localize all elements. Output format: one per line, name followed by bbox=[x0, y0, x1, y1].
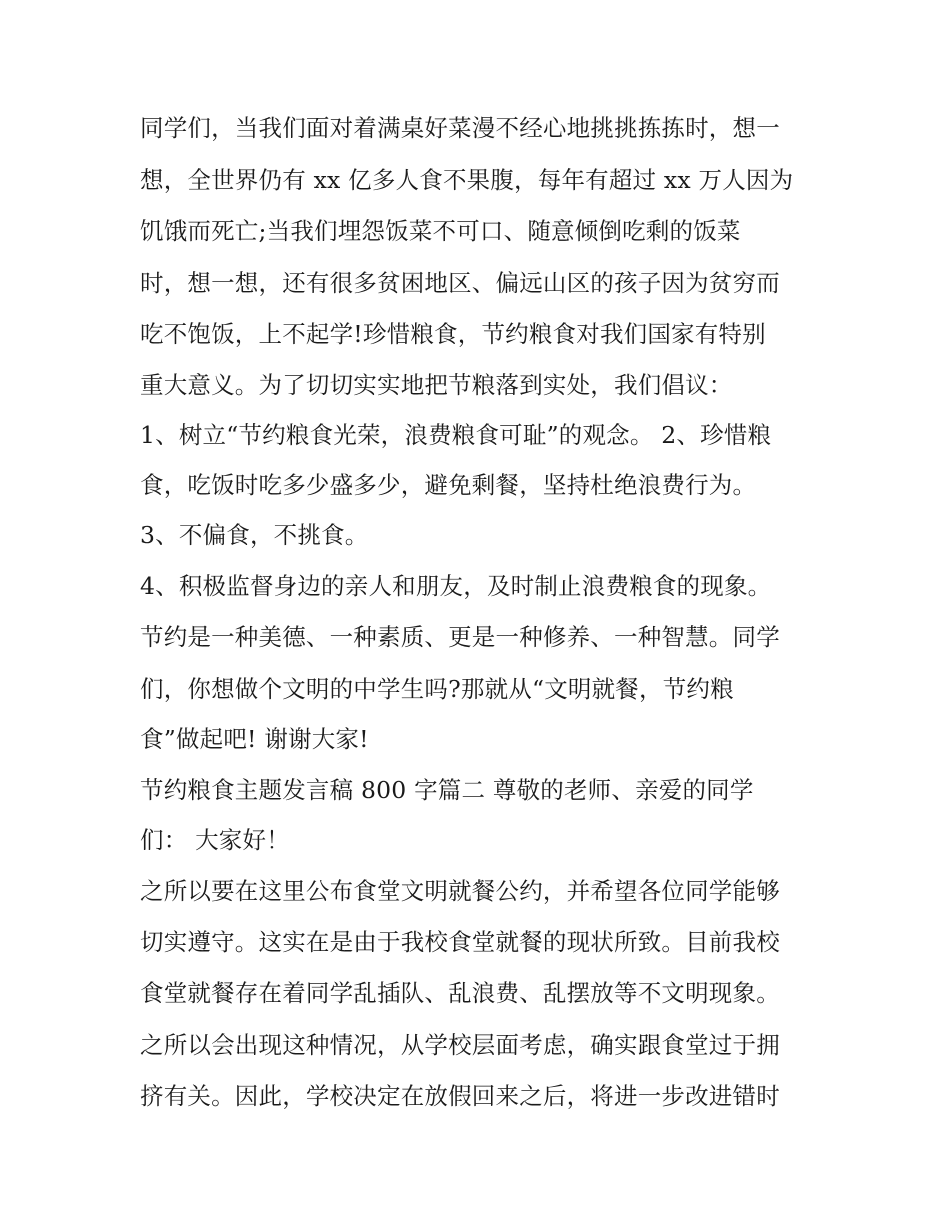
text-line: 1、树立“节约粮食光荣，浪费粮食可耻”的观念。 2、珍惜粮 bbox=[140, 421, 772, 449]
text-line: 重大意义。为了切切实实地把节粮落到实处，我们倡议： bbox=[140, 371, 733, 399]
text-line: 之所以要在这里公布食堂文明就餐公约，并希望各位同学能够 bbox=[140, 877, 780, 905]
text-line: 节约粮食主题发言稿 800 字篇二 尊敬的老师、亲爱的同学 bbox=[140, 776, 754, 804]
text-line: 想，全世界仍有 xx 亿多人食不果腹，每年有超过 xx 万人因为 bbox=[140, 166, 794, 194]
text-line: 时，想一想，还有很多贫困地区、偏远山区的孩子因为贫穷而 bbox=[140, 269, 780, 297]
text-line: 吃不饱饭，上不起学!珍惜粮食，节约粮食对我们国家有特别 bbox=[140, 320, 766, 348]
text-line: 们，你想做个文明的中学生吗?那就从“文明就餐，节约粮 bbox=[140, 675, 734, 703]
text-line: 4、积极监督身边的亲人和朋友，及时制止浪费粮食的现象。 bbox=[140, 572, 772, 600]
text-line: 挤有关。因此，学校决定在放假回来之后，将进一步改进错时 bbox=[140, 1082, 780, 1110]
text-line: 3、不偏食，不挑食。 bbox=[140, 521, 369, 549]
text-line: 食，吃饭时吃多少盛多少，避免剩餐，坚持杜绝浪费行为。 bbox=[140, 471, 757, 499]
text-line: 们： 大家好！ bbox=[140, 826, 290, 854]
text-line: 切实遵守。这实在是由于我校食堂就餐的现状所致。目前我校 bbox=[140, 928, 780, 956]
text-line: 之所以会出现这种情况，从学校层面考虑，确实跟食堂过于拥 bbox=[140, 1031, 780, 1059]
text-line: 同学们，当我们面对着满桌好菜漫不经心地挑挑拣拣时，想一 bbox=[140, 114, 780, 142]
text-line: 食堂就餐存在着同学乱插队、乱浪费、乱摆放等不文明现象。 bbox=[140, 979, 780, 1007]
text-line: 节约是一种美德、一种素质、更是一种修养、一种智慧。同学 bbox=[140, 623, 780, 651]
text-line: 食”做起吧! 谢谢大家! bbox=[140, 725, 369, 753]
text-line: 饥饿而死亡;当我们埋怨饭菜不可口、随意倾倒吃剩的饭菜 bbox=[140, 217, 741, 245]
